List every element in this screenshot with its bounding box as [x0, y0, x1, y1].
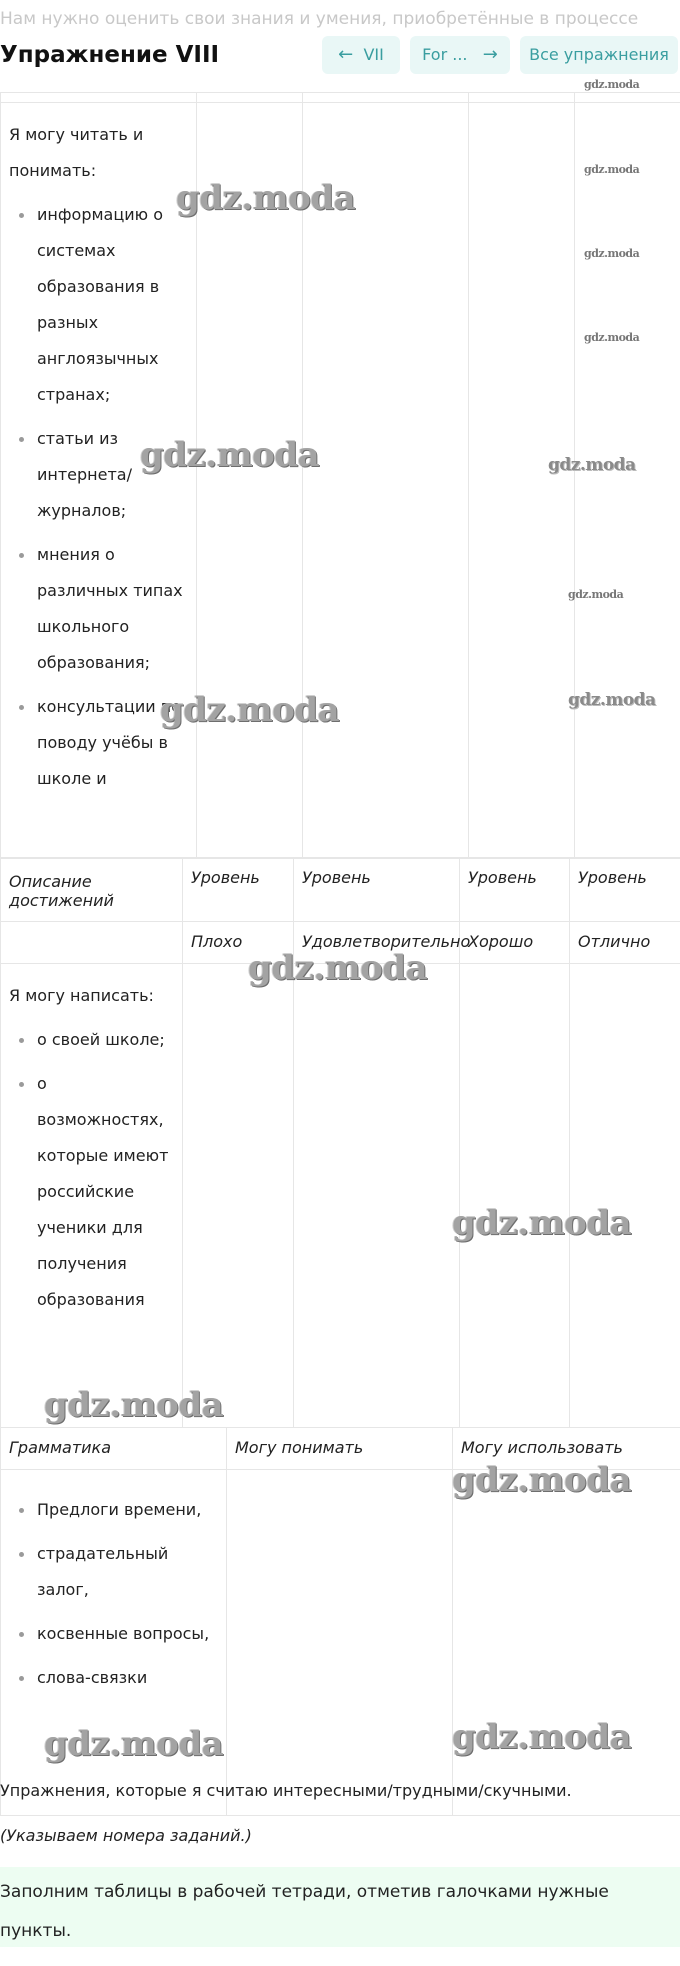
arrow-right-icon: →: [482, 44, 498, 65]
table-header-cell: Уровень: [460, 858, 570, 922]
list-item: консультации по поводу учёбы в школе и: [37, 689, 188, 797]
watermark-logo: gdz.moda: [452, 1203, 632, 1243]
reading-list: [9, 197, 188, 797]
watermark-logo: gdz.moda: [140, 435, 320, 475]
all-exercises-label: Все упражнения: [529, 45, 669, 64]
watermark-logo: gdz.moda: [160, 690, 340, 730]
page-title: Упражнение VIII: [0, 42, 220, 68]
list-item: страдательный залог,: [37, 1536, 218, 1608]
level-label: Хорошо: [460, 922, 570, 964]
next-exercise-button[interactable]: [410, 36, 510, 74]
exercises-text: Упражнения, которые я считаю интересными/трудными/скучными.: [0, 1781, 572, 1800]
list-item: косвенные вопросы,: [37, 1616, 218, 1652]
previous-text-fragment: Нам нужно оценить свои знания и умения, приобретённые в процессе: [0, 9, 639, 29]
watermark-logo: gdz.moda: [452, 1717, 632, 1757]
table-row: [1, 964, 680, 1428]
watermark-logo: gdz.moda: [176, 178, 356, 218]
hint-text: (Указываем номера заданий.): [0, 1826, 252, 1845]
table-header-cell: Уровень: [570, 858, 680, 922]
reading-table: [0, 92, 680, 859]
table-row: [1, 93, 680, 103]
grammar-list: [9, 1492, 218, 1696]
table-header-cell: Могу понимать: [227, 1428, 453, 1470]
levels-table: [0, 857, 680, 1428]
grammar-check-cell: [453, 1470, 680, 1816]
table-header-cell: Описание достижений: [1, 858, 183, 922]
level-label: Удовлетворительно: [294, 922, 460, 964]
reading-lead: Я могу читать и понимать:: [9, 125, 144, 180]
watermark-logo: gdz.moda: [584, 78, 640, 91]
level-cell: [570, 964, 680, 1428]
watermark-logo: gdz.moda: [248, 948, 428, 988]
exercise-header: [0, 34, 680, 80]
level-label: Плохо: [183, 922, 294, 964]
watermark-logo: gdz.moda: [44, 1385, 224, 1425]
level-cell: [460, 964, 570, 1428]
list-item: информацию о системах образования в разных англоязычных странах;: [37, 197, 188, 413]
next-exercise-label: For ...: [422, 45, 468, 64]
level-cell: [575, 103, 680, 859]
all-exercises-button[interactable]: [520, 36, 678, 74]
list-item: о возможностях, которые имеют российские ученики для получения образования: [37, 1066, 174, 1318]
table-row: [1, 1428, 680, 1470]
table-header-cell: [1, 922, 183, 964]
arrow-left-icon: ←: [338, 44, 354, 65]
table-row: [1, 922, 680, 964]
list-item: слова-связки: [37, 1660, 218, 1696]
level-label: Отлично: [570, 922, 680, 964]
table-row: [1, 103, 680, 859]
table-header-cell: Уровень: [294, 858, 460, 922]
watermark-logo: gdz.moda: [44, 1724, 224, 1764]
answer-note: [0, 1867, 680, 1947]
level-cell: [183, 964, 294, 1428]
table-row: [1, 1470, 680, 1816]
writing-cell: [1, 964, 183, 1428]
table-header-cell: Уровень: [183, 858, 294, 922]
level-cell: [469, 103, 575, 859]
watermark-logo: gdz.moda: [584, 163, 640, 176]
grammar-table: [0, 1427, 680, 1816]
list-item: статьи из интернета/ журналов;: [37, 421, 188, 529]
level-cell: [294, 964, 460, 1428]
list-item: мнения о различных типах школьного образования;: [37, 537, 188, 681]
watermark-logo: gdz.moda: [584, 331, 640, 344]
table-header-cell: Грамматика: [1, 1428, 227, 1470]
writing-lead: Я могу написать:: [9, 986, 154, 1005]
grammar-check-cell: [227, 1470, 453, 1816]
writing-list: [9, 1022, 174, 1318]
watermark-logo: gdz.moda: [452, 1460, 632, 1500]
reading-cell: [1, 103, 197, 859]
answer-note-text: Заполним таблицы в рабочей тетради, отметив галочками нужные пункты.: [0, 1882, 609, 1941]
prev-exercise-button[interactable]: [322, 36, 400, 74]
level-cell: [303, 103, 469, 859]
table-row: [1, 858, 680, 922]
list-item: о своей школе;: [37, 1022, 174, 1058]
level-cell: [197, 103, 303, 859]
watermark-logo: gdz.moda: [548, 455, 636, 475]
watermark-logo: gdz.moda: [568, 588, 624, 601]
table-header-cell: Могу использовать: [453, 1428, 680, 1470]
prev-exercise-label: VII: [363, 45, 384, 64]
watermark-logo: gdz.moda: [568, 690, 656, 710]
watermark-logo: gdz.moda: [584, 247, 640, 260]
list-item: Предлоги времени,: [37, 1492, 218, 1528]
grammar-cell: [1, 1470, 227, 1816]
